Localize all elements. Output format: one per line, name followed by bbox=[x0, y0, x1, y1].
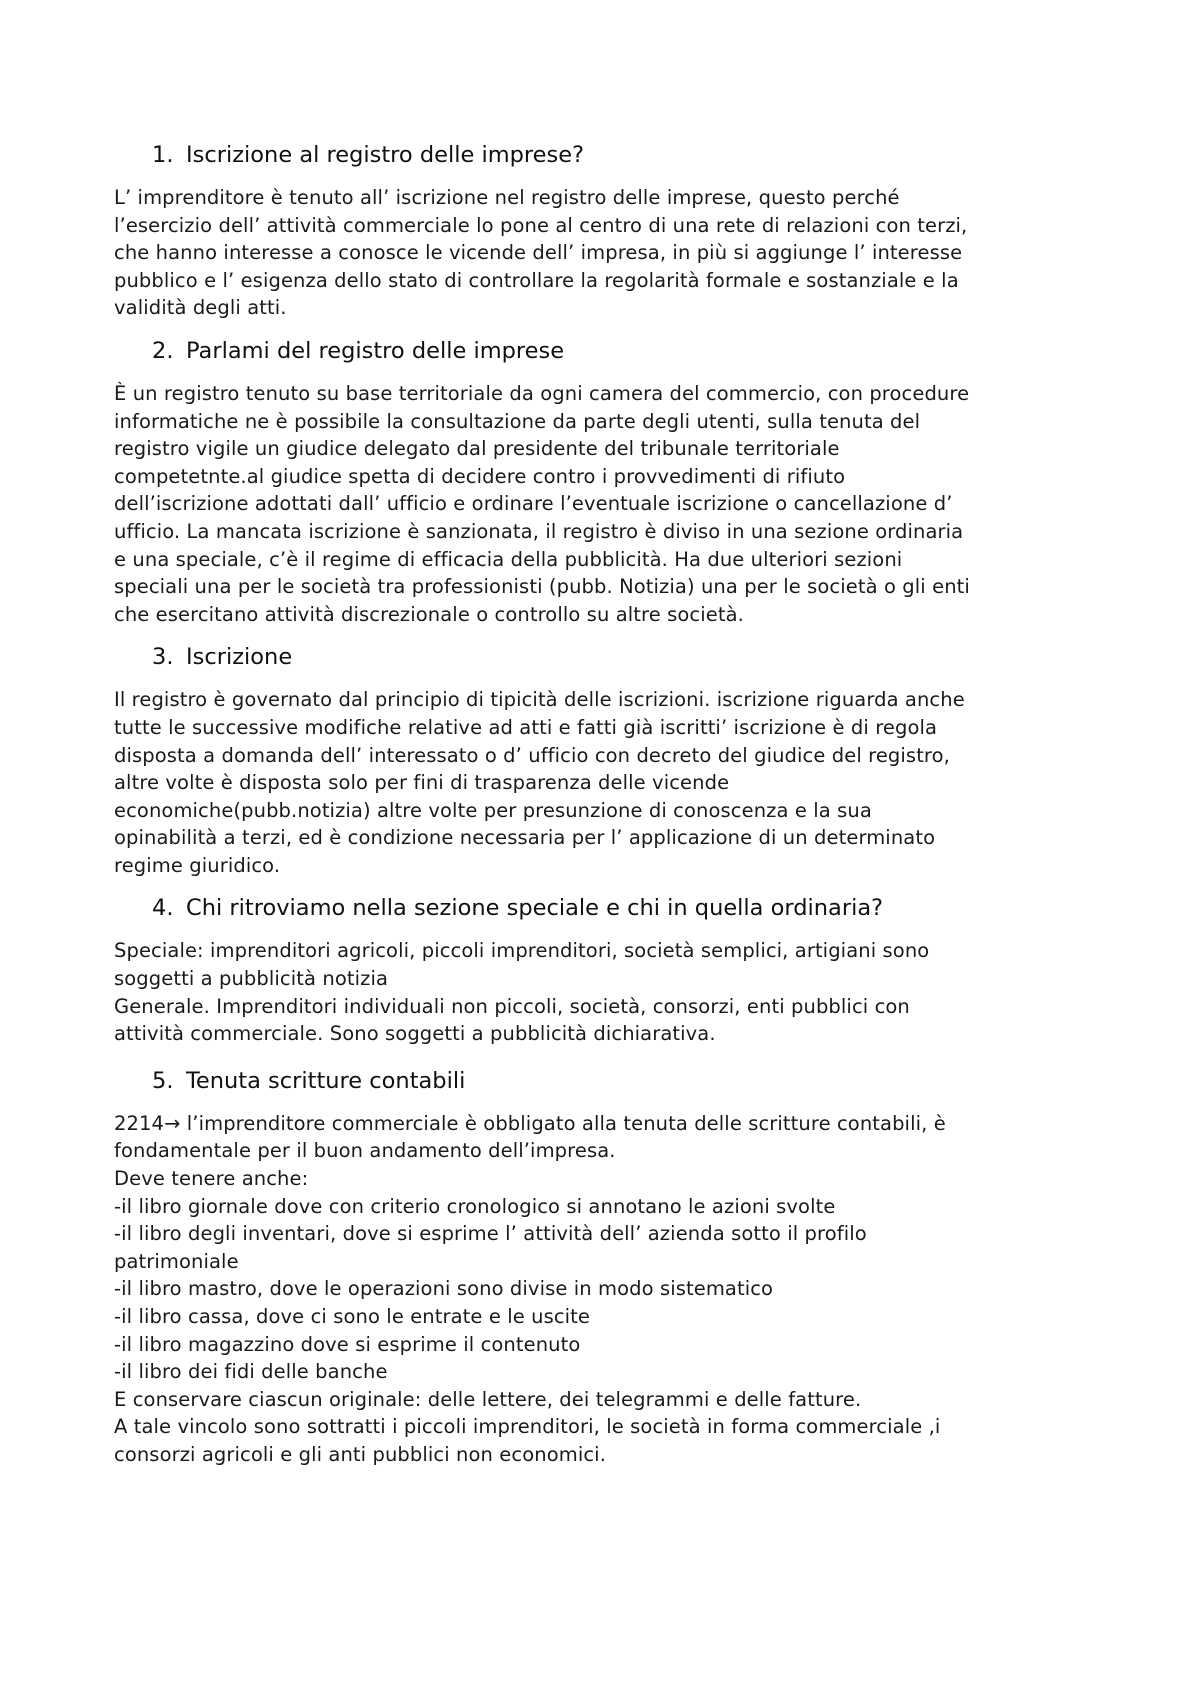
section-number: 2. bbox=[152, 337, 174, 364]
section-paragraph bbox=[114, 1110, 1104, 1469]
section-heading bbox=[114, 140, 1104, 170]
section-number: 3. bbox=[152, 644, 174, 671]
text-line: speciali una per le società tra professionisti (pubb. Notizia) una per le società o gli enti bbox=[114, 575, 970, 599]
text-line: registro vigile un giudice delegato dal presidente del tribunale territoriale bbox=[114, 437, 840, 461]
text-line: economiche(pubb.notizia) altre volte per presunzione di conoscenza e la sua bbox=[114, 798, 872, 822]
text-line: -il libro dei fidi delle banche bbox=[114, 1360, 388, 1384]
text-line: tutte le successive modifiche relative ad atti e fatti già iscritti’ iscrizione è di regola bbox=[114, 715, 938, 739]
section-number: 1. bbox=[152, 142, 174, 168]
section-number: 4. bbox=[152, 895, 174, 922]
text-line: -il libro giornale dove con criterio cronologico si annotano le azioni svolte bbox=[114, 1194, 836, 1218]
text-line: È un registro tenuto su base territoriale da ogni camera del commercio, con procedure bbox=[114, 381, 970, 405]
text-line: L’ imprenditore è tenuto all’ iscrizione nel registro delle imprese, questo perché bbox=[114, 186, 900, 209]
text-line: pubblico e l’ esigenza dello stato di controllare la regolarità formale e sostanziale e la bbox=[114, 268, 959, 292]
text-line: E conservare ciascun originale: delle lettere, dei telegrammi e delle fatture. bbox=[114, 1387, 862, 1411]
text-line: -il libro degli inventari, dove si esprime l’ attività dell’ azienda sotto il profilo bbox=[114, 1222, 867, 1246]
text-line: che hanno interesse a conosce le vicende dell’ impresa, in più si aggiunge l’ interesse bbox=[114, 241, 963, 265]
text-line: l’esercizio dell’ attività commerciale lo pone al centro di una rete di relazioni con terzi, bbox=[114, 213, 968, 237]
section-4 bbox=[114, 893, 1104, 1047]
document-page bbox=[114, 140, 1104, 1483]
section-heading bbox=[114, 336, 1104, 366]
text-line: Deve tenere anche: bbox=[114, 1167, 309, 1191]
section-1 bbox=[114, 140, 1104, 322]
text-line: -il libro mastro, dove le operazioni sono divise in modo sistematico bbox=[114, 1277, 774, 1301]
section-heading bbox=[114, 893, 1104, 923]
text-line: regime giuridico. bbox=[114, 853, 281, 877]
section-2 bbox=[114, 336, 1104, 628]
section-paragraph bbox=[114, 184, 1104, 322]
text-line: e una speciale, c’è il regime di efficacia della pubblicità. Ha due ulteriori sezioni bbox=[114, 547, 903, 571]
text-line: -il libro magazzino dove si esprime il contenuto bbox=[114, 1332, 581, 1356]
text-line: competetnte.al giudice spetta di decidere contro i provvedimenti di rifiuto bbox=[114, 464, 846, 488]
text-line: 2214→ l’imprenditore commerciale è obbligato alla tenuta delle scritture contabili, è bbox=[114, 1111, 946, 1135]
section-paragraph bbox=[114, 937, 1104, 1047]
section-title: Iscrizione bbox=[186, 644, 293, 671]
text-line: -il libro cassa, dove ci sono le entrate e le uscite bbox=[114, 1305, 591, 1328]
section-heading bbox=[114, 1066, 1104, 1096]
text-line: soggetti a pubblicità notizia bbox=[114, 967, 389, 991]
section-number: 5. bbox=[152, 1067, 174, 1094]
text-line: A tale vincolo sono sottratti i piccoli imprenditori, le società in forma commerciale ,i bbox=[114, 1415, 941, 1439]
text-line: altre volte è disposta solo per fini di trasparenza delle vicende bbox=[114, 771, 730, 795]
section-title: Parlami del registro delle imprese bbox=[186, 337, 565, 364]
text-line: Il registro è governato dal principio di tipicità delle iscrizioni. iscrizione riguarda anche bbox=[114, 688, 965, 712]
text-line: patrimoniale bbox=[114, 1249, 239, 1273]
section-paragraph bbox=[114, 686, 1104, 879]
text-line: che esercitano attività discrezionale o controllo su altre società. bbox=[114, 602, 744, 626]
text-line: Generale. Imprenditori individuali non piccoli, società, consorzi, enti pubblici con bbox=[114, 994, 910, 1018]
section-heading bbox=[114, 642, 1104, 672]
section-5 bbox=[114, 1066, 1104, 1469]
section-3 bbox=[114, 642, 1104, 879]
text-line: ufficio. La mancata iscrizione è sanzionata, il registro è diviso in una sezione ordinaria bbox=[114, 519, 964, 543]
section-title: Iscrizione al registro delle imprese? bbox=[186, 142, 585, 168]
text-line: dell’iscrizione adottati dall’ ufficio e ordinare l’eventuale iscrizione o cancellazione d’ bbox=[114, 492, 953, 516]
text-line: fondamentale per il buon andamento dell’impresa. bbox=[114, 1139, 616, 1163]
text-line: Speciale: imprenditori agricoli, piccoli imprenditori, società semplici, artigiani sono bbox=[114, 939, 930, 963]
section-title: Tenuta scritture contabili bbox=[186, 1067, 466, 1094]
text-line: opinabilità a terzi, ed è condizione necessaria per l’ applicazione di un determinato bbox=[114, 826, 936, 850]
text-line: informatiche ne è possibile la consultazione da parte degli utenti, sulla tenuta del bbox=[114, 409, 921, 433]
text-line: disposta a domanda dell’ interessato o d’ ufficio con decreto del giudice del registro, bbox=[114, 743, 950, 767]
text-line: consorzi agricoli e gli anti pubblici non economici. bbox=[114, 1442, 606, 1466]
section-title: Chi ritroviamo nella sezione speciale e chi in quella ordinaria? bbox=[186, 895, 884, 922]
text-line: validità degli atti. bbox=[114, 296, 287, 320]
text-line: attività commerciale. Sono soggetti a pubblicità dichiarativa. bbox=[114, 1022, 716, 1046]
section-paragraph bbox=[114, 380, 1104, 628]
